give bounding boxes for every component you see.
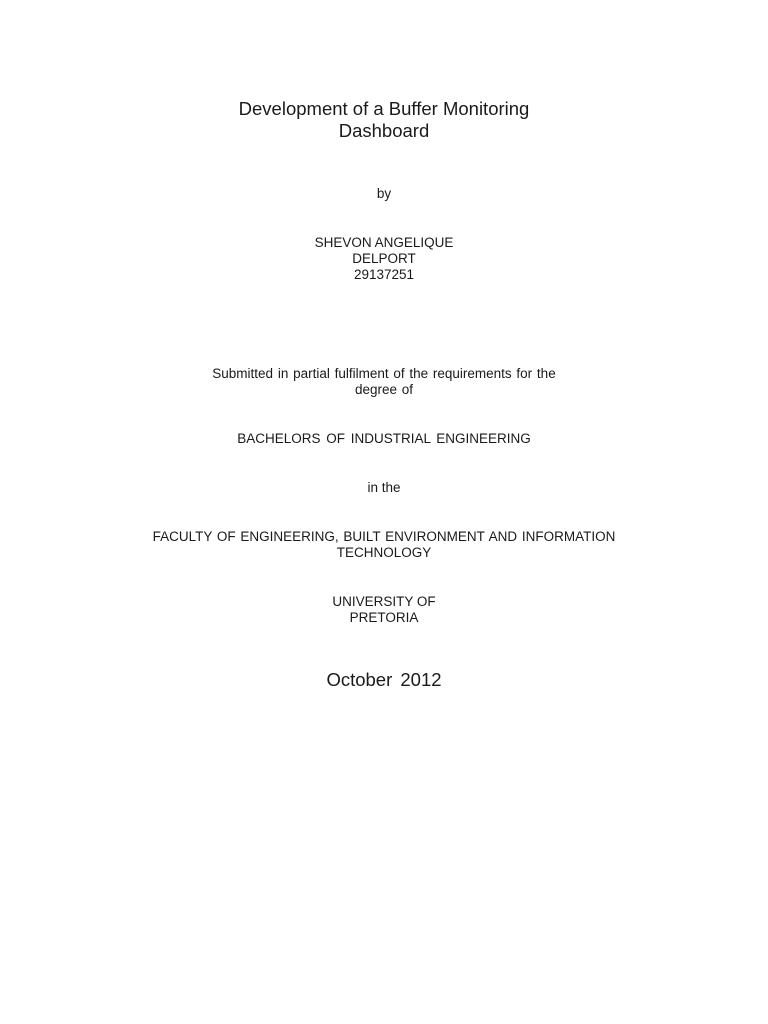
- author-name-line-1: SHEVON ANGELIQUE: [314, 235, 454, 250]
- author-block: [0, 235, 768, 283]
- faculty-line-2: TECHNOLOGY: [336, 545, 432, 560]
- faculty-name: [0, 529, 768, 561]
- title-line-2: Dashboard: [338, 120, 430, 141]
- title-line-1: Development of a Buffer Monitoring: [238, 98, 530, 119]
- student-number: 29137251: [353, 267, 415, 282]
- university-line-2: PRETORIA: [349, 610, 419, 625]
- in-the-label: in the: [367, 480, 401, 495]
- university-line-1: UNIVERSITY OF: [332, 594, 436, 609]
- submission-line-2: degree of: [354, 382, 414, 397]
- submission-statement: [0, 366, 768, 398]
- faculty-line-1: FACULTY OF ENGINEERING, BUILT ENVIRONMENT AND INFORMATION: [152, 529, 616, 544]
- degree-name: BACHELORS OF INDUSTRIAL ENGINEERING: [237, 431, 531, 446]
- submission-line-1: Submitted in partial fulfilment of the requirements for the: [212, 366, 556, 381]
- author-name-line-2: DELPORT: [352, 251, 416, 266]
- by-label: by: [376, 186, 392, 201]
- document-title: [0, 98, 768, 142]
- submission-date: October 2012: [326, 669, 442, 690]
- university-name: [0, 594, 768, 626]
